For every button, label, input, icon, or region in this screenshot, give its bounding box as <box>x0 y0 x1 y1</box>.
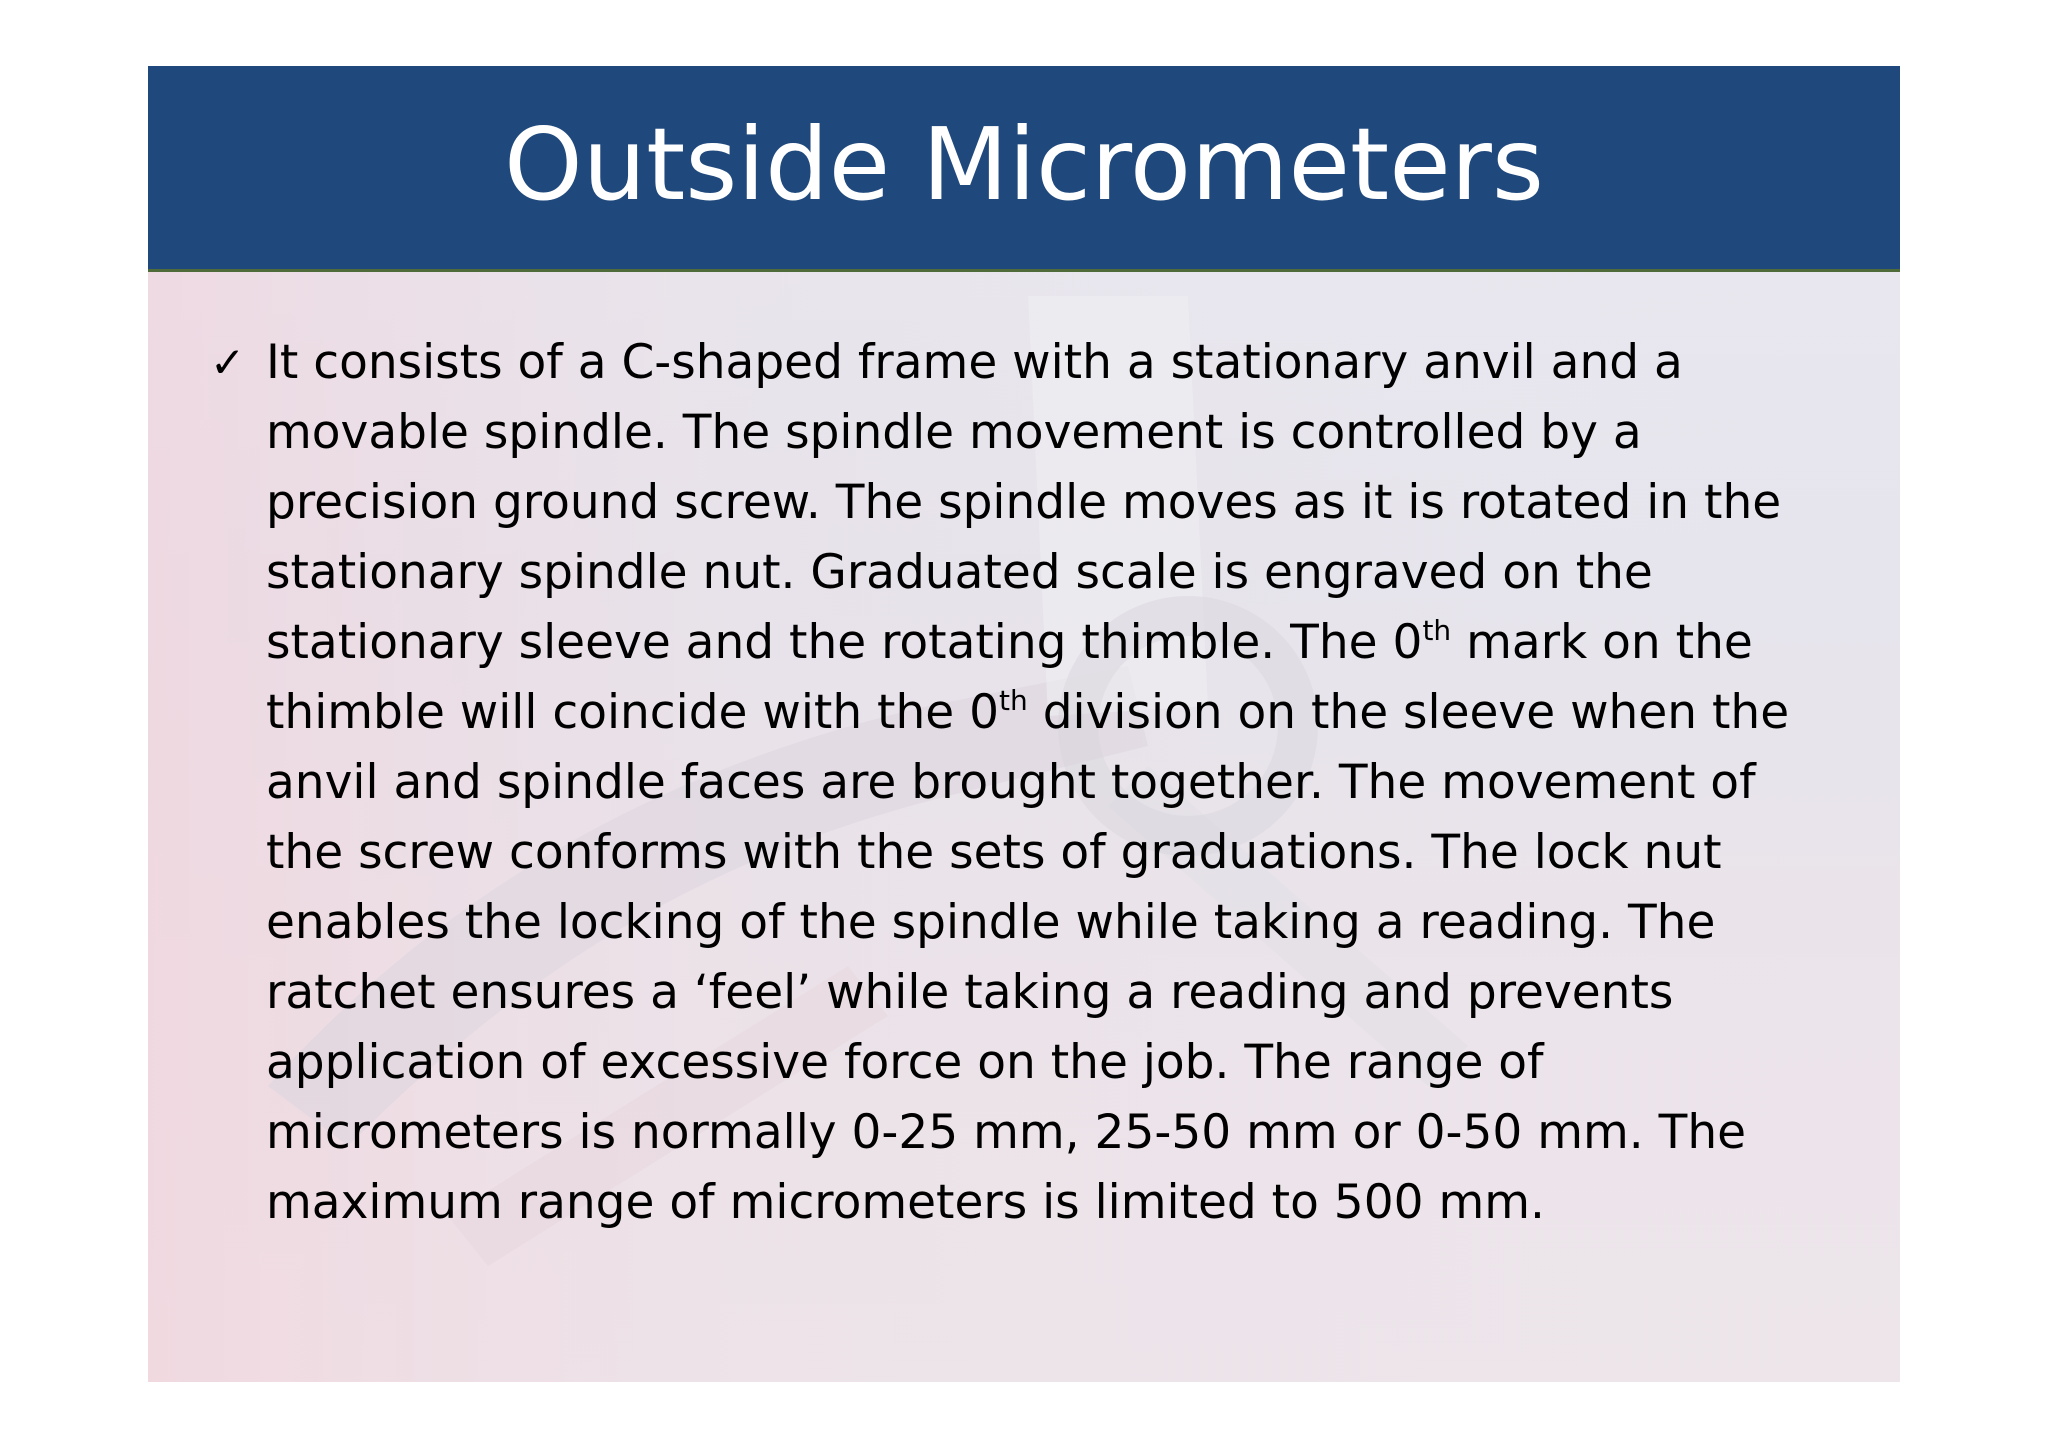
text-line: stationary sleeve and the rotating thimble. The 0th mark on the <box>266 614 1753 670</box>
bullet-text <box>266 328 1850 1238</box>
superscript: th <box>999 684 1028 717</box>
text-line: stationary spindle nut. Graduated scale is engraved on the <box>266 545 1653 600</box>
title-bar <box>148 66 1900 272</box>
text-line: anvil and spindle faces are brought together. The movement of <box>266 755 1756 810</box>
text-line: precision ground screw. The spindle moves as it is rotated in the <box>266 475 1782 530</box>
text-line: application of excessive force on the job. The range of <box>266 1035 1544 1090</box>
slide-title: Outside Micrometers <box>504 106 1544 223</box>
slide <box>148 66 1900 1382</box>
check-mark-icon: ✓ <box>210 338 246 387</box>
text-line: thimble will coincide with the 0th division on the sleeve when the <box>266 684 1790 740</box>
text-line: enables the locking of the spindle while taking a reading. The <box>266 895 1716 950</box>
text-line: ratchet ensures a ‘feel’ while taking a reading and prevents <box>266 965 1674 1020</box>
text-line: movable spindle. The spindle movement is controlled by a <box>266 405 1642 460</box>
text-line: It consists of a C-shaped frame with a stationary anvil and a <box>266 335 1683 390</box>
text-line: micrometers is normally 0-25 mm, 25-50 mm or 0-50 mm. The <box>266 1105 1747 1160</box>
superscript: th <box>1422 614 1452 647</box>
text-line: the screw conforms with the sets of graduations. The lock nut <box>266 825 1722 880</box>
slide-body <box>210 328 1850 1238</box>
text-line: maximum range of micrometers is limited to 500 mm. <box>266 1175 1545 1230</box>
bullet-item <box>210 328 1850 1238</box>
